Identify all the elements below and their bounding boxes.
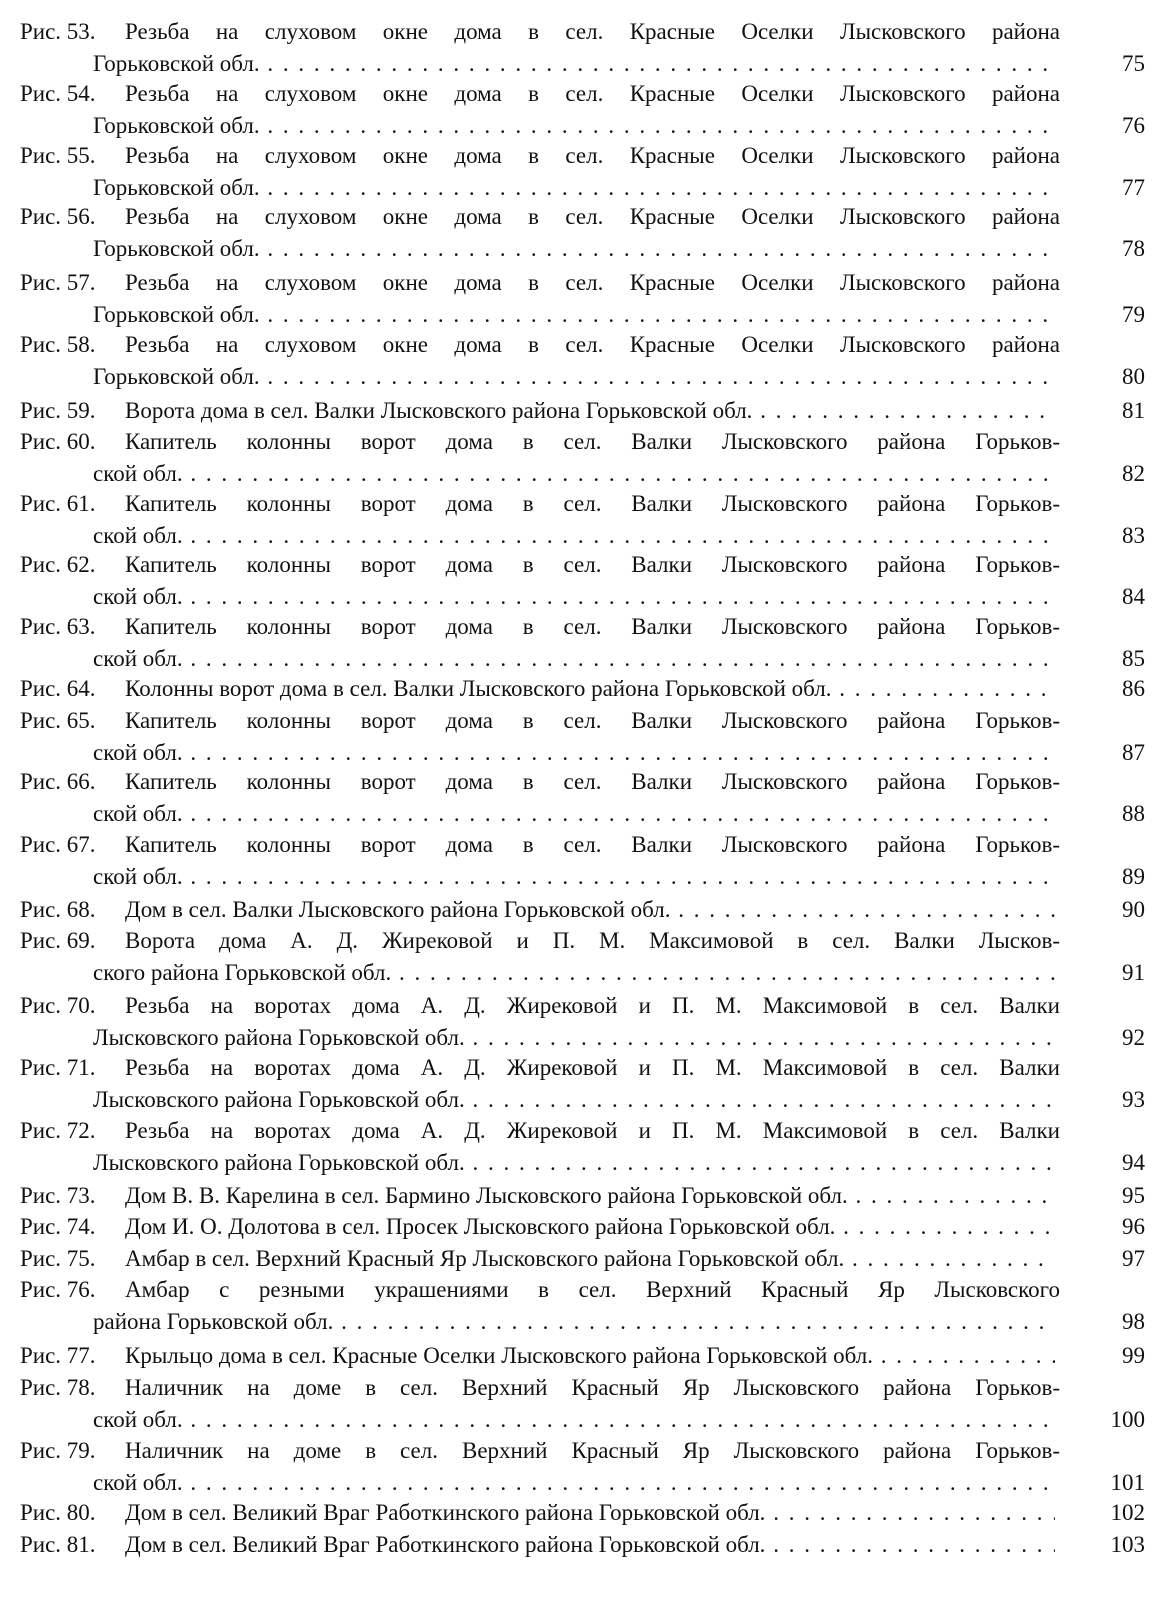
entry-line (20, 1147, 1145, 1179)
figure-entry (20, 426, 1145, 490)
figure-caption: Ворота дома в сел. Валки Лысковского района Горьковской обл. . . . (125, 395, 1055, 427)
page-number: 79 (1122, 302, 1145, 327)
figure-caption: Дом в сел. Валки Лысковского района Горьковской обл. . . . (125, 894, 1055, 926)
figure-caption-line2: Горьковской обл. . . . (93, 110, 1055, 142)
entry-line (20, 426, 1145, 458)
figure-number: Рис. 78. (20, 1375, 96, 1400)
figure-caption-line2: ской обл. . . . (93, 458, 1055, 490)
entry-line (20, 1022, 1145, 1054)
page-number: 99 (1122, 1343, 1145, 1368)
figure-number: Рис. 57. (20, 270, 96, 295)
figure-caption-line2: ской обл. . . . (93, 861, 1055, 893)
figure-number: Рис. 53. (20, 19, 96, 44)
figure-caption-line1: Наличник на доме в сел. Верхний Красный Яр Лысковского района Горьков- (125, 1375, 1060, 1400)
entry-line (20, 1180, 1145, 1212)
entry-line (20, 643, 1145, 675)
figure-number: Рис. 70. (20, 993, 96, 1018)
figure-number: Рис. 59. (20, 398, 96, 423)
entry-line (20, 673, 1145, 705)
entry-line (20, 798, 1145, 830)
figure-caption-line2: Горьковской обл. . . . (93, 299, 1055, 331)
figure-caption-line2: Горьковской обл. . . . (93, 361, 1055, 393)
figure-caption-line1: Амбар с резными украшениями в сел. Верхний Красный Яр Лысковского (125, 1277, 1060, 1302)
entry-line (20, 1372, 1145, 1404)
figure-caption-line1: Капитель колонны ворот дома в сел. Валки Лысковского района Горьков- (125, 614, 1060, 639)
figure-entry (20, 894, 1145, 926)
page-number: 75 (1122, 51, 1145, 76)
figure-caption-line2: ской обл. . . . (93, 1404, 1055, 1436)
entry-line (20, 1211, 1145, 1243)
figure-caption-line1: Резьба на воротах дома А. Д. Жирековой и П. М. Максимовой в сел. Валки (125, 1118, 1060, 1143)
page-number: 91 (1122, 960, 1145, 985)
entry-line (20, 1404, 1145, 1436)
figure-caption-line2: ской обл. . . . (93, 737, 1055, 769)
entry-line (20, 1084, 1145, 1116)
figure-caption-line1: Резьба на слуховом окне дома в сел. Красные Оселки Лысковского района (125, 332, 1060, 357)
figure-number: Рис. 65. (20, 708, 96, 733)
figure-number: Рис. 61. (20, 491, 96, 516)
figure-number: Рис. 66. (20, 769, 96, 794)
entry-line (20, 829, 1145, 861)
entry-line (20, 1497, 1145, 1529)
figure-number: Рис. 68. (20, 897, 96, 922)
page-number: 96 (1122, 1214, 1145, 1239)
figure-entry (20, 705, 1145, 769)
figure-caption-line2: ского района Горьковской обл. . . . (93, 957, 1055, 989)
entry-line (20, 1115, 1145, 1147)
entry-line (20, 361, 1145, 393)
figure-caption-line1: Капитель колонны ворот дома в сел. Валки Лысковского района Горьков- (125, 832, 1060, 857)
figure-number: Рис. 56. (20, 204, 96, 229)
page-number: 87 (1122, 740, 1145, 765)
entry-line (20, 110, 1145, 142)
entry-line (20, 861, 1145, 893)
page-number: 81 (1122, 398, 1145, 423)
figure-entry (20, 488, 1145, 552)
figure-caption-line1: Капитель колонны ворот дома в сел. Валки Лысковского района Горьков- (125, 769, 1060, 794)
entry-line (20, 705, 1145, 737)
figure-number: Рис. 74. (20, 1214, 96, 1239)
figure-entry (20, 611, 1145, 675)
figure-caption: Дом в сел. Великий Враг Работкинского района Горьковской обл. . . . (125, 1497, 1055, 1529)
figure-entry (20, 1052, 1145, 1116)
figure-number: Рис. 69. (20, 928, 96, 953)
figure-number: Рис. 71. (20, 1055, 96, 1080)
figure-caption-line1: Капитель колонны ворот дома в сел. Валки Лысковского района Горьков- (125, 708, 1060, 733)
entry-line (20, 48, 1145, 80)
figure-number: Рис. 81. (20, 1532, 96, 1557)
entry-line (20, 1467, 1145, 1499)
figure-entry (20, 829, 1145, 893)
entry-line (20, 1052, 1145, 1084)
entry-line (20, 549, 1145, 581)
entry-line (20, 1435, 1145, 1467)
page-number: 97 (1122, 1246, 1145, 1271)
entry-line (20, 16, 1145, 48)
page-number: 88 (1122, 801, 1145, 826)
entry-line (20, 766, 1145, 798)
figure-caption-line1: Капитель колонны ворот дома в сел. Валки Лысковского района Горьков- (125, 552, 1060, 577)
entry-line (20, 201, 1145, 233)
figure-entry (20, 925, 1145, 989)
entry-line (20, 78, 1145, 110)
figure-caption: Дом И. О. Долотова в сел. Просек Лысковского района Горьковской обл. . . . (125, 1211, 1055, 1243)
figure-number: Рис. 75. (20, 1246, 96, 1271)
figure-caption-line1: Резьба на слуховом окне дома в сел. Красные Оселки Лысковского района (125, 81, 1060, 106)
page-number: 101 (1110, 1470, 1145, 1495)
figure-caption-line2: Горьковской обл. . . . (93, 172, 1055, 204)
figure-caption-line1: Капитель колонны ворот дома в сел. Валки Лысковского района Горьков- (125, 491, 1060, 516)
figure-caption-line2: Горьковской обл. . . . (93, 233, 1055, 265)
figure-caption-line2: Лысковского района Горьковской обл. . . . (93, 1084, 1055, 1116)
figure-caption-line1: Капитель колонны ворот дома в сел. Валки Лысковского района Горьков- (125, 429, 1060, 454)
figure-number: Рис. 55. (20, 143, 96, 168)
figure-caption-line2: ской обл. . . . (93, 581, 1055, 613)
figure-number: Рис. 72. (20, 1118, 96, 1143)
figure-entry (20, 1180, 1145, 1212)
figure-caption-line1: Резьба на слуховом окне дома в сел. Красные Оселки Лысковского района (125, 270, 1060, 295)
entry-line (20, 581, 1145, 613)
page-number: 82 (1122, 461, 1145, 486)
page-number: 102 (1110, 1500, 1145, 1525)
figure-entry (20, 1211, 1145, 1243)
figure-entry (20, 395, 1145, 427)
figure-entry (20, 1274, 1145, 1338)
figure-caption-line2: района Горьковской обл. . . . (93, 1306, 1055, 1338)
figure-entry (20, 1372, 1145, 1436)
figure-caption-line1: Резьба на воротах дома А. Д. Жирековой и П. М. Максимовой в сел. Валки (125, 1055, 1060, 1080)
figure-entry (20, 16, 1145, 80)
entry-line (20, 1529, 1145, 1561)
entry-line (20, 894, 1145, 926)
figure-entry (20, 1435, 1145, 1499)
page-number: 78 (1122, 236, 1145, 261)
figure-caption: Амбар в сел. Верхний Красный Яр Лысковского района Горьковской обл. . . . (125, 1243, 1055, 1275)
figure-entry (20, 673, 1145, 705)
entry-line (20, 488, 1145, 520)
page-number: 90 (1122, 897, 1145, 922)
figure-entry (20, 1340, 1145, 1372)
entry-line (20, 1274, 1145, 1306)
entry-line (20, 611, 1145, 643)
figure-entry (20, 329, 1145, 393)
figure-caption-line1: Ворота дома А. Д. Жирековой и П. М. Максимовой в сел. Валки Лысков- (125, 928, 1060, 953)
page-number: 92 (1122, 1025, 1145, 1050)
figure-number: Рис. 77. (20, 1343, 96, 1368)
figure-caption: Дом В. В. Карелина в сел. Бармино Лысковского района Горьковской обл. . . . (125, 1180, 1055, 1212)
figure-caption-line2: Лысковского района Горьковской обл. . . . (93, 1147, 1055, 1179)
entry-line (20, 520, 1145, 552)
figure-caption-line1: Резьба на слуховом окне дома в сел. Красные Оселки Лысковского района (125, 204, 1060, 229)
figure-entry (20, 990, 1145, 1054)
entry-line (20, 172, 1145, 204)
figure-entry (20, 1243, 1145, 1275)
page-number: 86 (1122, 676, 1145, 701)
page-number: 98 (1122, 1309, 1145, 1334)
figure-caption-line1: Резьба на слуховом окне дома в сел. Красные Оселки Лысковского района (125, 19, 1060, 44)
entry-line (20, 1306, 1145, 1338)
figure-caption-line2: ской обл. . . . (93, 1467, 1055, 1499)
page-number: 85 (1122, 646, 1145, 671)
figure-caption-line2: ской обл. . . . (93, 643, 1055, 675)
entry-line (20, 329, 1145, 361)
figure-caption-line2: Горьковской обл. . . . (93, 48, 1055, 80)
figure-number: Рис. 54. (20, 81, 96, 106)
entry-line (20, 957, 1145, 989)
figure-entry (20, 140, 1145, 204)
page-number: 77 (1122, 175, 1145, 200)
figure-entry (20, 1529, 1145, 1561)
entry-line (20, 140, 1145, 172)
figure-entry (20, 78, 1145, 142)
figure-caption-line2: Лысковского района Горьковской обл. . . . (93, 1022, 1055, 1054)
figure-number: Рис. 62. (20, 552, 96, 577)
figure-entry (20, 267, 1145, 331)
entry-line (20, 737, 1145, 769)
entry-line (20, 233, 1145, 265)
figure-number: Рис. 58. (20, 332, 96, 357)
page-number: 89 (1122, 864, 1145, 889)
figure-caption-line1: Резьба на слуховом окне дома в сел. Красные Оселки Лысковского района (125, 143, 1060, 168)
figure-entry (20, 766, 1145, 830)
figure-caption: Крыльцо дома в сел. Красные Оселки Лысковского района Горьковской обл. . . . (125, 1340, 1055, 1372)
entry-line (20, 990, 1145, 1022)
figure-entry (20, 1115, 1145, 1179)
figure-caption: Дом в сел. Великий Враг Работкинского района Горьковской обл. . . . (125, 1529, 1055, 1561)
page-number: 95 (1122, 1183, 1145, 1208)
page-number: 94 (1122, 1150, 1145, 1175)
figure-caption: Колонны ворот дома в сел. Валки Лысковского района Горьковской обл. . . . (125, 673, 1055, 705)
figure-number: Рис. 60. (20, 429, 96, 454)
figure-number: Рис. 64. (20, 676, 96, 701)
page-number: 80 (1122, 364, 1145, 389)
page-number: 84 (1122, 584, 1145, 609)
entry-line (20, 299, 1145, 331)
page-number: 83 (1122, 523, 1145, 548)
figure-number: Рис. 67. (20, 832, 96, 857)
figure-number: Рис. 80. (20, 1500, 96, 1525)
figure-entry (20, 201, 1145, 265)
figure-number: Рис. 73. (20, 1183, 96, 1208)
figure-caption-line2: ской обл. . . . (93, 798, 1055, 830)
entry-line (20, 1243, 1145, 1275)
page-number: 103 (1110, 1532, 1145, 1557)
figure-number: Рис. 76. (20, 1277, 96, 1302)
figure-caption-line1: Резьба на воротах дома А. Д. Жирековой и П. М. Максимовой в сел. Валки (125, 993, 1060, 1018)
entry-line (20, 1340, 1145, 1372)
page-number: 100 (1110, 1407, 1145, 1432)
figure-number: Рис. 63. (20, 614, 96, 639)
figure-caption-line1: Наличник на доме в сел. Верхний Красный Яр Лысковского района Горьков- (125, 1438, 1060, 1463)
figure-entry (20, 549, 1145, 613)
figure-caption-line2: ской обл. . . . (93, 520, 1055, 552)
entry-line (20, 395, 1145, 427)
figure-number: Рис. 79. (20, 1438, 96, 1463)
entry-line (20, 267, 1145, 299)
figure-entry (20, 1497, 1145, 1529)
entry-line (20, 458, 1145, 490)
page-number: 76 (1122, 113, 1145, 138)
page-number: 93 (1122, 1087, 1145, 1112)
entry-line (20, 925, 1145, 957)
